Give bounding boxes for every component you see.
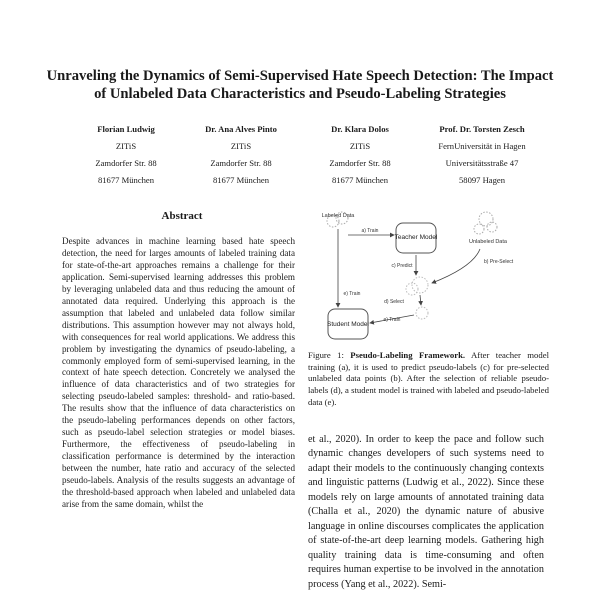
abstract-text: Despite advances in machine learning based hate speech detection, the need for larges amounts of labeled training data for state-of-the-art approaches remains a challenge for their application. Semi-supervised learning addresses this problem by leveraging unlabeled data and thus reducing the amount of annotated data required. Underlying this approach is the assumption that labeled and unlabeled data follow similar distributions. This assumption however may not always hold, with consequences for real world applications. We address this problem by investigating the dynamics of pseudo-labeling, a commonly employed form of semi-supervised learning, in the context of hate speech detection. Concretely we analysed the influence of data characteristics and of two strategies for selecting pseudo-labeled samples: threshold- and ratio-based. The results show that the influence of data characteristics on the pseudo-labeling performances depends on other factors, such as pseudo-label selection strategies or model biases. Furthermore, the effectiveness of pseudo-labeling in classification performance is determined by the interaction between the number, hate ratio and accuracy of the selected pseudo-labels. Analysis of the results suggests an advantage of the threshold-based approach when labeled and unlabeled data arise from the same domain, whilst the: [62, 236, 295, 509]
selected-pseudo-label-cloud-icon: [416, 307, 428, 319]
author-4: [412, 121, 552, 189]
paper-title: Unraveling the Dynamics of Semi-Supervised Hate Speech Detection: The Impact of Unlabeled Data Characteristics and Pseudo-Labeling Strategies: [46, 68, 554, 102]
figure-caption: [308, 350, 549, 409]
author-affiliation: ZITiS: [230, 141, 252, 151]
teacher-model-label: Teacher Model: [394, 234, 438, 241]
caption-bold: Pseudo-Labeling Framework.: [350, 350, 466, 360]
unlabeled-data-label: Unlabeled Data: [469, 239, 507, 245]
author-street: Zamdorfer Str. 88: [210, 158, 272, 168]
author-street: Zamdorfer Str. 88: [95, 158, 157, 168]
author-city: 81677 München: [212, 175, 270, 185]
pseudo-label-cloud-icon: [406, 277, 428, 295]
select-arrow: [420, 295, 421, 305]
author-name: Dr. Ana Alves Pinto: [205, 124, 277, 134]
caption-text: After teacher model training (a), it is used to predict pseudo-labels (c) for pre-selected unlabeled data points (b). After the selection of reliable pseudo-labels (d), a student model is trained with labeled and pseudo-labeled data (e).: [308, 350, 549, 407]
author-city: 58097 Hagen: [458, 175, 506, 185]
pre-select-arrow: [432, 249, 480, 283]
author-affiliation: FernUniversität in Hagen: [438, 141, 526, 151]
pseudo-labeling-figure: [308, 205, 553, 342]
author-affiliation: ZITiS: [349, 141, 371, 151]
step-a-label: a) Train: [361, 228, 379, 234]
step-c-label: c) Predict: [391, 263, 413, 269]
author-street: Zamdorfer Str. 88: [329, 158, 391, 168]
step-e-label: e) Train: [383, 317, 401, 323]
student-model-label: Student Model: [327, 321, 369, 328]
author-affiliation: ZITiS: [115, 141, 137, 151]
author-name: Prof. Dr. Torsten Zesch: [439, 124, 525, 134]
author-street: Universitätsstraße 47: [445, 158, 519, 168]
author-city: 81677 München: [331, 175, 389, 185]
author-name: Dr. Klara Dolos: [331, 124, 389, 134]
author-3: [290, 121, 430, 189]
unlabeled-data-cloud-icon: [474, 212, 497, 234]
author-city: 81677 München: [97, 175, 155, 185]
step-e2-label: e) Train: [343, 291, 361, 297]
abstract-heading: Abstract: [161, 210, 203, 222]
author-name: Florian Ludwig: [97, 124, 155, 134]
caption-prefix: Figure 1:: [308, 350, 351, 360]
step-d-label: d) Select: [384, 299, 404, 305]
step-b-label: b) Pre-Select: [484, 259, 514, 265]
right-column-text: et al., 2020). In order to keep the pace and follow such dynamic changes developers of such systems need to adapt their models to the continuously changing contexts and linguistic patterns (Ludwig et al., 2022). Since these models rely on large amounts of annotated training data (Challa et al., 2020) the dynamic nature of abusive language in online discourses complicates the application of state-of-the-art deep learning models. Gathering high quality training data is time-consuming and often requires human expertise to be involved in the annotation process (Yang et al., 2022). Semi-: [308, 434, 544, 590]
labeled-data-label: Labeled Data: [321, 213, 355, 219]
